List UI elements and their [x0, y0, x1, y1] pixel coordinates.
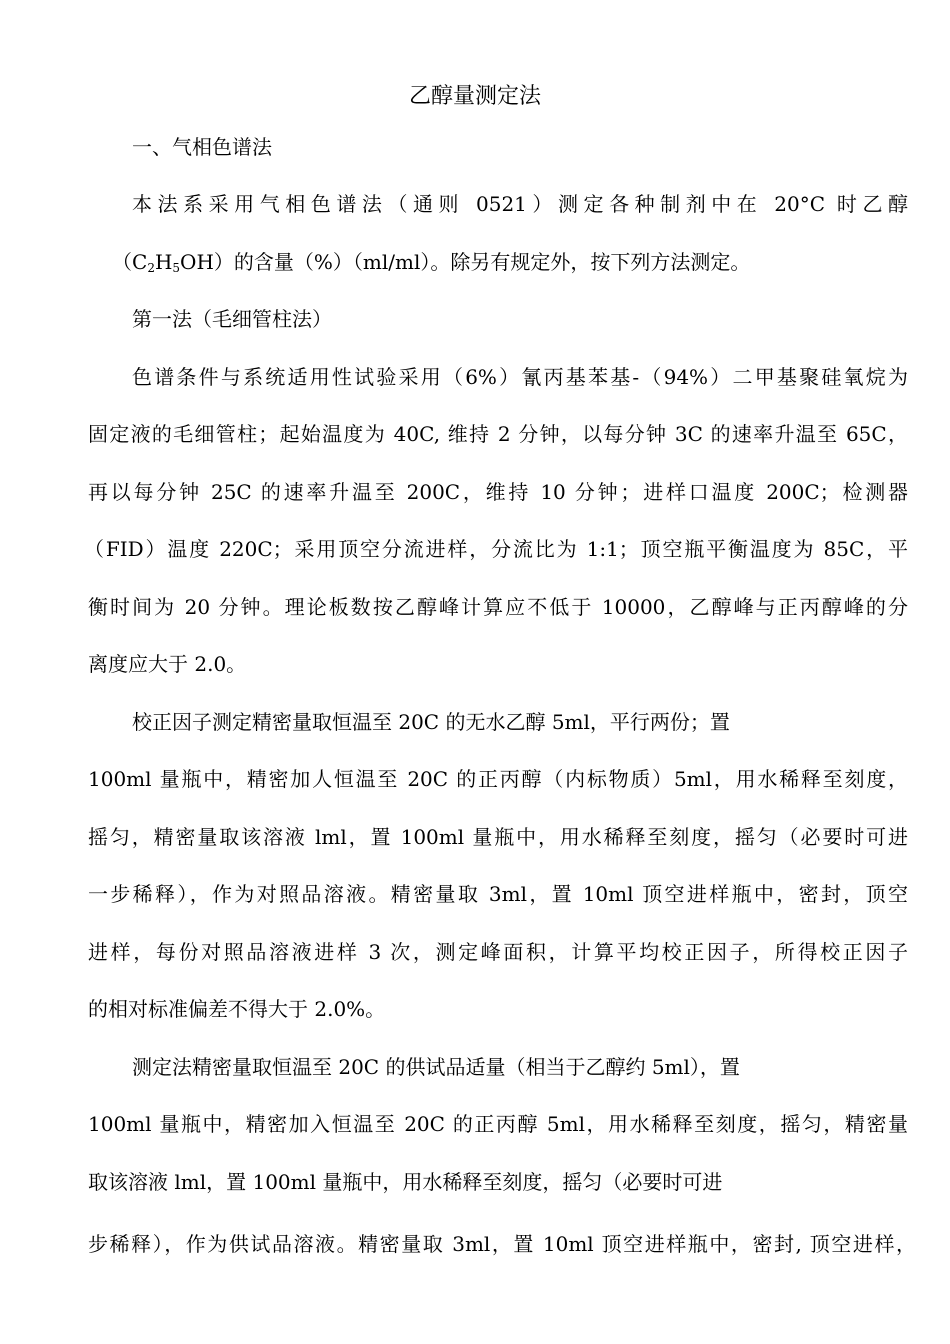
- page-title: 乙醇量测定法: [408, 84, 541, 109]
- correction-factor-line: 一步稀释），作为对照品溶液。精密量取 3ml，置 10ml 顶空进样瓶中，密封，顶空: [88, 882, 908, 906]
- assay-line: 测定法精密量取恒温至 20C 的供试品适量（相当于乙醇约 5ml），置: [132, 1055, 740, 1079]
- assay-line: 步稀释），作为供试品溶液。精密量取 3ml，置 10ml 顶空进样瓶中，密封, 顶空进样，: [88, 1232, 916, 1256]
- chromatography-line: 色谱条件与系统适用性试验采用（6%）氰丙基苯基-（94%）二甲基聚硅氧烷为: [132, 365, 908, 389]
- correction-factor-line: 进样，每份对照品溶液进样 3 次，测定峰面积，计算平均校正因子，所得校正因子: [88, 940, 908, 964]
- assay-line: 100ml 量瓶中，精密加入恒温至 20C 的正丙醇 5ml，用水稀释至刻度，摇匀，精密量: [88, 1112, 908, 1136]
- method1-heading: 第一法（毛细管柱法）: [132, 307, 332, 331]
- chromatography-line: 离度应大于 2.0。: [88, 652, 247, 676]
- correction-factor-line: 校正因子测定精密量取恒温至 20C 的无水乙醇 5ml，平行两份；置: [132, 710, 730, 734]
- chromatography-line: （FID）温度 220C；采用顶空分流进样，分流比为 1:1；顶空瓶平衡温度为 85C，平: [84, 537, 908, 561]
- correction-factor-line: 摇匀，精密量取该溶液 lml，置 100ml 量瓶中，用水稀释至刻度，摇匀（必要时可进: [88, 825, 908, 849]
- intro-line-2: $(C_2H_5OH)$的含量（%）（ml/ml）。除另有规定外，按下列方法测定。: [112, 250, 751, 275]
- chromatography-line: 衡时间为 20 分钟。理论板数按乙醇峰计算应不低于 10000，乙醇峰与正丙醇峰的分: [88, 595, 908, 619]
- chromatography-line: 再以每分钟 25C 的速率升温至 200C，维持 10 分钟；进样口温度 200C；检测器: [88, 480, 908, 504]
- intro-line-1: 本法系采用气相色谱法（通则 0521）测定各种制剂中在 20°C 时乙醇: [132, 192, 908, 216]
- assay-line: 取该溶液 lml，置 100ml 量瓶中，用水稀释至刻度，摇匀（必要时可进: [88, 1170, 723, 1194]
- correction-factor-line: 100ml 量瓶中，精密加人恒温至 20C 的正丙醇（内标物质）5ml，用水稀释至刻度，: [88, 767, 908, 791]
- chromatography-line: 固定液的毛细管柱；起始温度为 40C, 维持 2 分钟，以每分钟 3C 的速率升温至 65C，: [88, 422, 908, 446]
- section-heading: 一、气相色谱法: [132, 135, 272, 159]
- correction-factor-line: 的相对标准偏差不得大于 2.0%。: [88, 997, 386, 1021]
